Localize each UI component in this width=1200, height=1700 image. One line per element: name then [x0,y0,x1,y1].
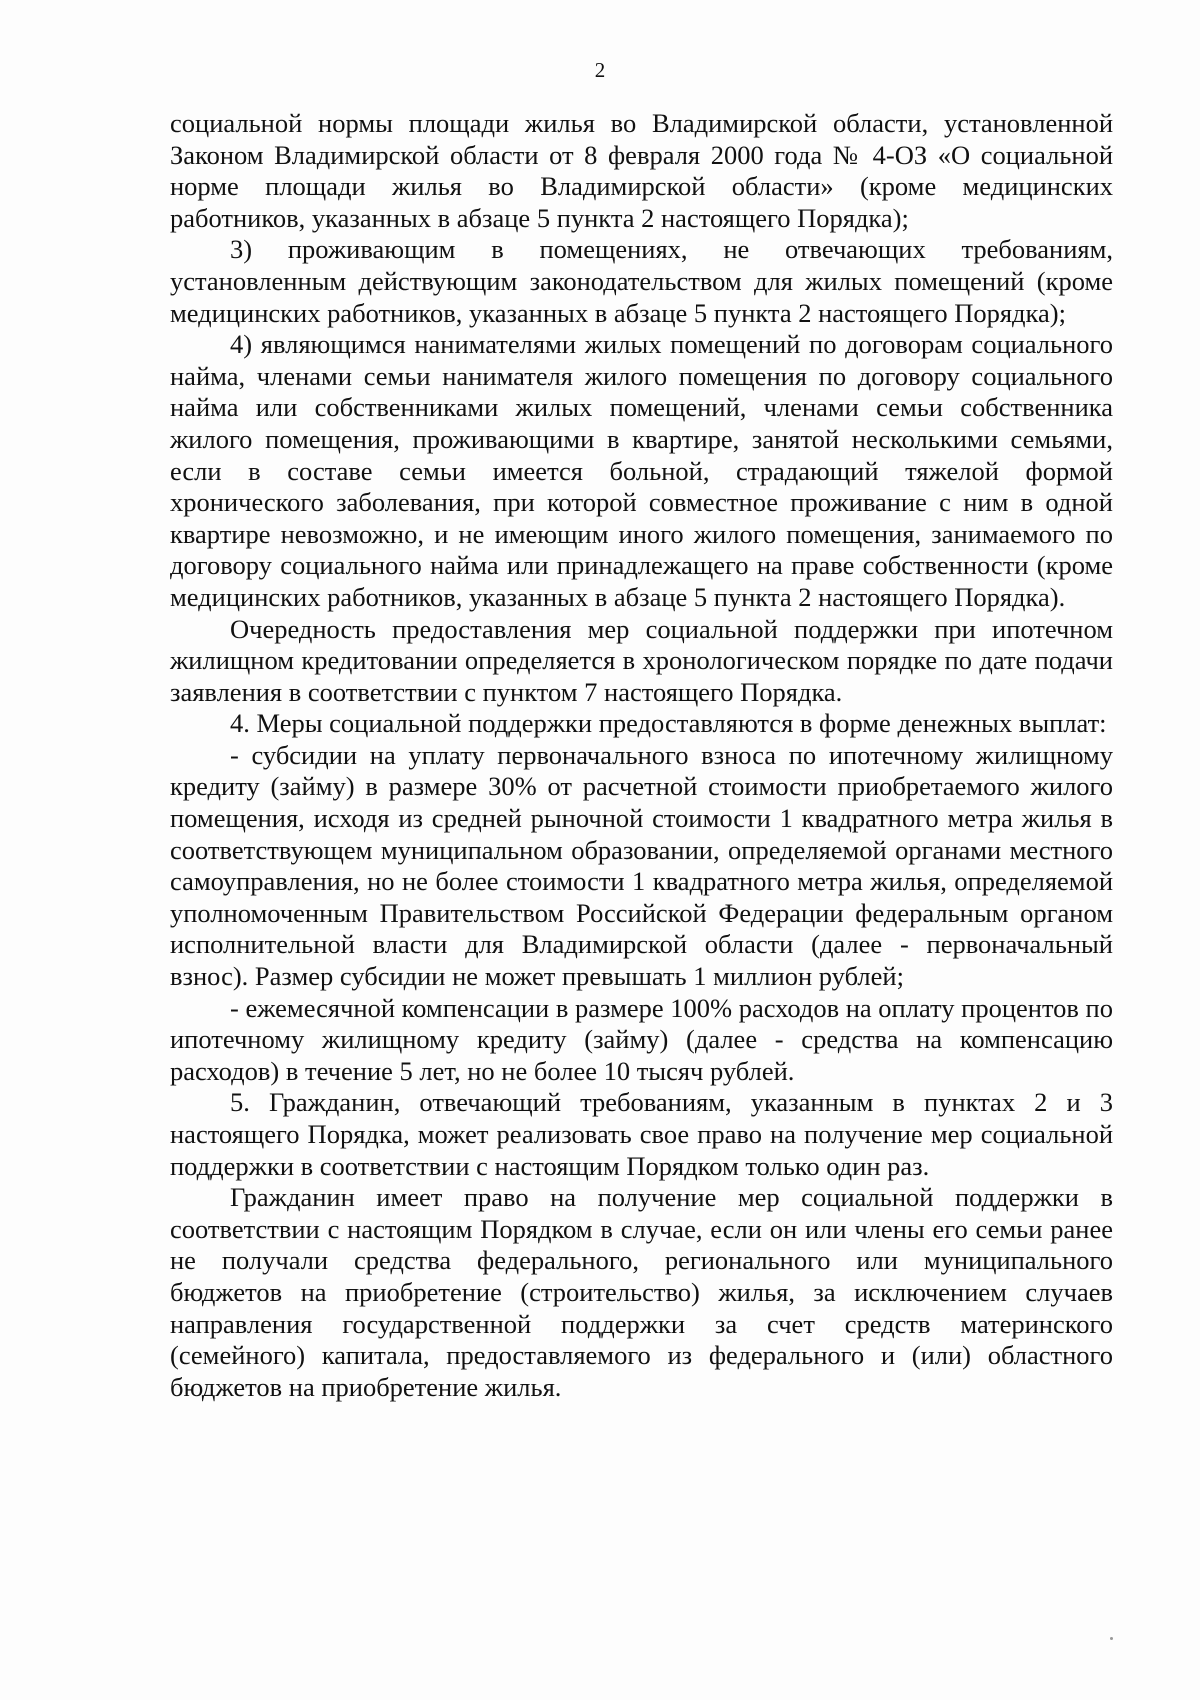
paragraph-item-4: 4) являющимся нанимателями жилых помещений по договорам социального найма, членами семьи нанимателя жилого помещения по договору социального найма или собственниками жилых помещений, членами семьи собственника жилого помещения, проживающими в квартире, занятой несколькими семьями, если в составе семьи имеется больной, страдающий тяжелой формой хронического заболевания, при которой совместное проживание с ним в одной квартире невозможно, и не имеющим иного жилого помещения, занимаемого по договору социального найма или принадлежащего на праве собственности (кроме медицинских работников, указанных в абзаце 5 пункта 2 настоящего Порядка). [170,329,1113,612]
paragraph-section-5: 5. Гражданин, отвечающий требованиям, указанным в пунктах 2 и 3 настоящего Порядка, может реализовать свое право на получение мер социальной поддержки в соответствии с настоящим Порядком только один раз. [170,1087,1113,1181]
page-number: 2 [594,58,606,82]
paragraph-eligibility: Гражданин имеет право на получение мер социальной поддержки в соответствии с настоящим Порядком в случае, если он или члены его семьи ранее не получали средства федерального, регионального или муниципального бюджетов на приобретение (строительство) жилья, за исключением случаев направления государственной поддержки за счет средств материнского (семейного) капитала, предоставляемого из федерального и (или) областного бюджетов на приобретение жилья. [170,1182,1113,1402]
paragraph-continuation: социальной нормы площади жилья во Владимирской области, установленной Законом Владимирской области от 8 февраля 2000 года № 4-ОЗ «О социальной норме площади жилья во Владимирской области» (кроме медицинских работников, указанных в абзаце 5 пункта 2 настоящего Порядка); [170,108,1113,233]
paragraph-subsidy: - субсидии на уплату первоначального взноса по ипотечному жилищному кредиту (займу) в размере 30% от расчетной стоимости приобретаемого жилого помещения, исходя из средней рыночной стоимости 1 квадратного метра жилья в соответствующем муниципальном образовании, определяемой органами местного самоуправления, но не более стоимости 1 квадратного метра жилья, определяемой уполномоченным Правительством Российской Федерации федеральным органом исполнительной власти для Владимирской области (далее - первоначальный взнос). Размер субсидии не может превышать 1 миллион рублей; [170,739,1113,992]
paragraph-section-4: 4. Меры социальной поддержки предоставляются в форме денежных выплат: [230,708,1107,739]
paragraph-compensation: - ежемесячной компенсации в размере 100% расходов на оплату процентов по ипотечному жилищному кредиту (займу) (далее - средства на компенсацию расходов) в течение 5 лет, но не более 10 тысяч рублей. [170,992,1113,1086]
paragraph-queue-order: Очередность предоставления мер социальной поддержки при ипотечном жилищном кредитовании определяется в хронологическом порядке по дате подачи заявления в соответствии с пунктом 7 настоящего Порядка. [170,613,1113,707]
scan-artifact [1110,1637,1113,1640]
paragraph-item-3: 3) проживающим в помещениях, не отвечающих требованиям, установленным действующим законодательством для жилых помещений (кроме медицинских работников, указанных в абзаце 5 пункта 2 настоящего Порядка); [170,234,1113,328]
document-body [170,108,1113,1403]
